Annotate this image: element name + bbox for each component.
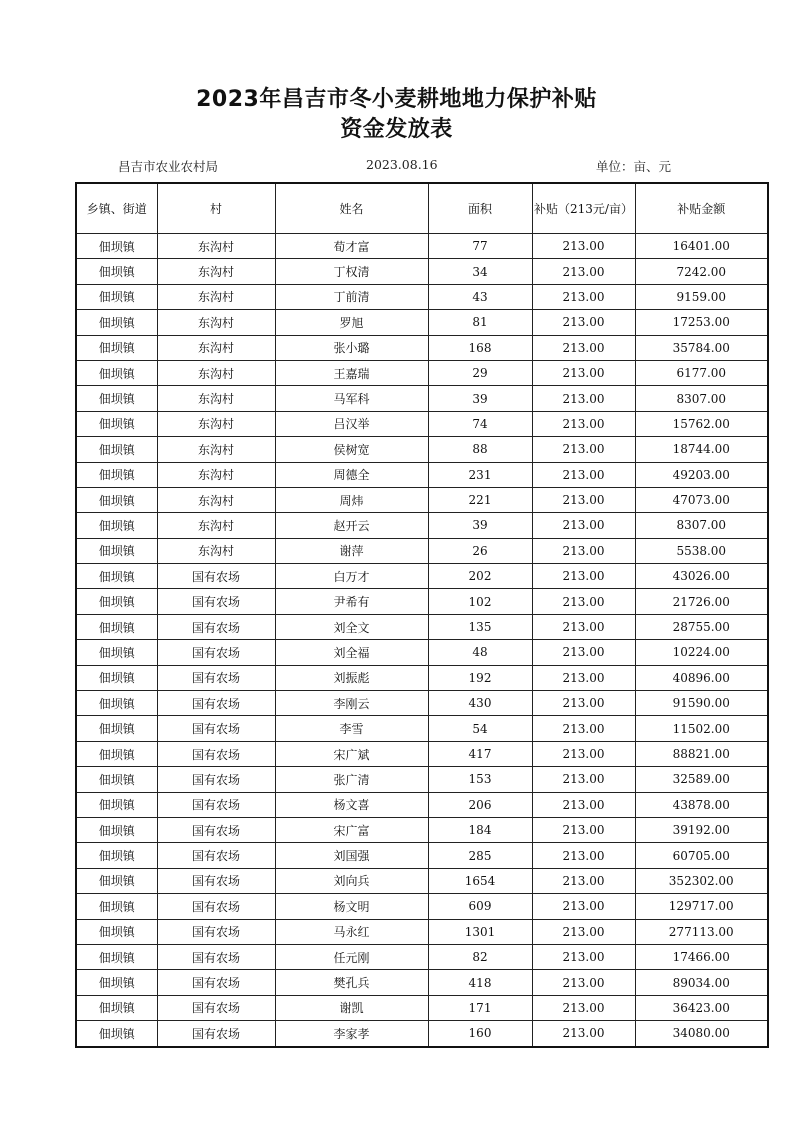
header-township: 乡镇、街道: [76, 183, 157, 234]
cell-township: 佃坝镇: [76, 335, 157, 360]
cell-subsidy-rate: 213.00: [532, 360, 635, 385]
cell-name: 马军科: [275, 386, 428, 411]
cell-subsidy-rate: 213.00: [532, 411, 635, 436]
cell-village: 国有农场: [157, 894, 275, 919]
unit-label: 单位：亩、元: [596, 159, 672, 174]
cell-name: 李刚云: [275, 691, 428, 716]
cell-village: 国有农场: [157, 944, 275, 969]
table-row: [76, 741, 768, 766]
cell-subsidy-amount: 88821.00: [635, 741, 768, 766]
cell-subsidy-amount: 277113.00: [635, 919, 768, 944]
cell-name: 李雪: [275, 716, 428, 741]
header-name: 姓名: [275, 183, 428, 234]
cell-subsidy-amount: 17466.00: [635, 944, 768, 969]
cell-area: 192: [428, 665, 532, 690]
cell-village: 国有农场: [157, 691, 275, 716]
cell-area: 285: [428, 843, 532, 868]
cell-subsidy-rate: 213.00: [532, 437, 635, 462]
cell-township: 佃坝镇: [76, 386, 157, 411]
cell-subsidy-amount: 129717.00: [635, 894, 768, 919]
cell-subsidy-rate: 213.00: [532, 1021, 635, 1047]
cell-subsidy-rate: 213.00: [532, 792, 635, 817]
table-row: [76, 437, 768, 462]
cell-village: 东沟村: [157, 360, 275, 385]
cell-township: 佃坝镇: [76, 234, 157, 259]
cell-village: 东沟村: [157, 335, 275, 360]
cell-village: 东沟村: [157, 513, 275, 538]
cell-subsidy-rate: 213.00: [532, 259, 635, 284]
cell-subsidy-amount: 8307.00: [635, 386, 768, 411]
cell-township: 佃坝镇: [76, 792, 157, 817]
cell-area: 609: [428, 894, 532, 919]
table-row: [76, 310, 768, 335]
header-area: 面积: [428, 183, 532, 234]
cell-name: 杨文喜: [275, 792, 428, 817]
cell-township: 佃坝镇: [76, 665, 157, 690]
cell-subsidy-rate: 213.00: [532, 995, 635, 1020]
cell-name: 白万才: [275, 564, 428, 589]
cell-village: 东沟村: [157, 259, 275, 284]
cell-name: 杨文明: [275, 894, 428, 919]
cell-township: 佃坝镇: [76, 894, 157, 919]
cell-area: 39: [428, 386, 532, 411]
cell-village: 东沟村: [157, 284, 275, 309]
cell-name: 刘向兵: [275, 868, 428, 893]
cell-subsidy-rate: 213.00: [532, 894, 635, 919]
cell-village: 国有农场: [157, 640, 275, 665]
cell-subsidy-amount: 49203.00: [635, 462, 768, 487]
cell-name: 丁前清: [275, 284, 428, 309]
table-row: [76, 919, 768, 944]
cell-area: 81: [428, 310, 532, 335]
cell-village: 国有农场: [157, 843, 275, 868]
table-row: [76, 716, 768, 741]
cell-subsidy-amount: 47073.00: [635, 487, 768, 512]
header-village: 村: [157, 183, 275, 234]
cell-subsidy-amount: 10224.00: [635, 640, 768, 665]
cell-subsidy-rate: 213.00: [532, 310, 635, 335]
cell-township: 佃坝镇: [76, 741, 157, 766]
cell-township: 佃坝镇: [76, 843, 157, 868]
cell-village: 国有农场: [157, 589, 275, 614]
cell-township: 佃坝镇: [76, 538, 157, 563]
cell-subsidy-rate: 213.00: [532, 843, 635, 868]
cell-name: 周炜: [275, 487, 428, 512]
cell-area: 54: [428, 716, 532, 741]
cell-area: 1654: [428, 868, 532, 893]
table-row: [76, 665, 768, 690]
cell-area: 231: [428, 462, 532, 487]
cell-subsidy-rate: 213.00: [532, 665, 635, 690]
cell-area: 160: [428, 1021, 532, 1047]
cell-township: 佃坝镇: [76, 360, 157, 385]
cell-subsidy-amount: 60705.00: [635, 843, 768, 868]
table-row: [76, 335, 768, 360]
cell-subsidy-amount: 34080.00: [635, 1021, 768, 1047]
cell-area: 39: [428, 513, 532, 538]
cell-name: 李家孝: [275, 1021, 428, 1047]
table-body: [76, 234, 768, 1047]
document-title-line1: 2023年昌吉市冬小麦耕地地力保护补贴: [196, 87, 597, 112]
cell-area: 74: [428, 411, 532, 436]
cell-area: 77: [428, 234, 532, 259]
table-row: [76, 1021, 768, 1047]
cell-village: 东沟村: [157, 538, 275, 563]
cell-area: 221: [428, 487, 532, 512]
cell-area: 48: [428, 640, 532, 665]
cell-subsidy-rate: 213.00: [532, 767, 635, 792]
cell-subsidy-rate: 213.00: [532, 868, 635, 893]
table-row: [76, 360, 768, 385]
cell-subsidy-amount: 91590.00: [635, 691, 768, 716]
cell-village: 东沟村: [157, 234, 275, 259]
table-row: [76, 640, 768, 665]
table-row: [76, 284, 768, 309]
cell-village: 国有农场: [157, 716, 275, 741]
table-row: [76, 564, 768, 589]
cell-subsidy-amount: 17253.00: [635, 310, 768, 335]
cell-area: 102: [428, 589, 532, 614]
cell-subsidy-amount: 7242.00: [635, 259, 768, 284]
cell-subsidy-amount: 39192.00: [635, 817, 768, 842]
table-row: [76, 614, 768, 639]
cell-village: 国有农场: [157, 817, 275, 842]
cell-subsidy-rate: 213.00: [532, 817, 635, 842]
table-row: [76, 487, 768, 512]
cell-area: 417: [428, 741, 532, 766]
cell-township: 佃坝镇: [76, 411, 157, 436]
cell-name: 樊孔兵: [275, 970, 428, 995]
cell-name: 宋广富: [275, 817, 428, 842]
cell-subsidy-rate: 213.00: [532, 614, 635, 639]
cell-village: 东沟村: [157, 386, 275, 411]
cell-subsidy-rate: 213.00: [532, 970, 635, 995]
cell-subsidy-rate: 213.00: [532, 716, 635, 741]
cell-township: 佃坝镇: [76, 817, 157, 842]
cell-name: 谢凯: [275, 995, 428, 1020]
table-row: [76, 868, 768, 893]
cell-township: 佃坝镇: [76, 614, 157, 639]
cell-name: 赵开云: [275, 513, 428, 538]
table-row: [76, 995, 768, 1020]
cell-subsidy-amount: 8307.00: [635, 513, 768, 538]
table-row: [76, 411, 768, 436]
cell-village: 国有农场: [157, 970, 275, 995]
cell-township: 佃坝镇: [76, 868, 157, 893]
cell-name: 尹希有: [275, 589, 428, 614]
table-row: [76, 894, 768, 919]
cell-township: 佃坝镇: [76, 589, 157, 614]
document-title-line2: 资金发放表: [340, 117, 453, 142]
cell-name: 刘振彪: [275, 665, 428, 690]
cell-area: 135: [428, 614, 532, 639]
cell-village: 东沟村: [157, 310, 275, 335]
cell-subsidy-amount: 6177.00: [635, 360, 768, 385]
cell-subsidy-amount: 43026.00: [635, 564, 768, 589]
cell-township: 佃坝镇: [76, 767, 157, 792]
cell-area: 43: [428, 284, 532, 309]
table-row: [76, 691, 768, 716]
cell-township: 佃坝镇: [76, 716, 157, 741]
cell-area: 29: [428, 360, 532, 385]
cell-township: 佃坝镇: [76, 919, 157, 944]
cell-name: 荀才富: [275, 234, 428, 259]
table-row: [76, 843, 768, 868]
cell-subsidy-rate: 213.00: [532, 513, 635, 538]
cell-village: 国有农场: [157, 868, 275, 893]
cell-village: 国有农场: [157, 767, 275, 792]
cell-subsidy-amount: 36423.00: [635, 995, 768, 1020]
cell-subsidy-rate: 213.00: [532, 538, 635, 563]
cell-subsidy-rate: 213.00: [532, 640, 635, 665]
header-subsidy-rate: 补贴（213元/亩）: [532, 183, 635, 234]
cell-subsidy-amount: 16401.00: [635, 234, 768, 259]
cell-name: 吕汉举: [275, 411, 428, 436]
cell-township: 佃坝镇: [76, 284, 157, 309]
cell-township: 佃坝镇: [76, 513, 157, 538]
cell-village: 国有农场: [157, 995, 275, 1020]
cell-township: 佃坝镇: [76, 640, 157, 665]
cell-village: 国有农场: [157, 665, 275, 690]
table-row: [76, 386, 768, 411]
cell-township: 佃坝镇: [76, 970, 157, 995]
cell-subsidy-rate: 213.00: [532, 741, 635, 766]
cell-village: 东沟村: [157, 462, 275, 487]
cell-name: 刘国强: [275, 843, 428, 868]
table-row: [76, 817, 768, 842]
cell-subsidy-rate: 213.00: [532, 487, 635, 512]
cell-name: 张广清: [275, 767, 428, 792]
cell-village: 国有农场: [157, 564, 275, 589]
table-row: [76, 538, 768, 563]
cell-subsidy-amount: 89034.00: [635, 970, 768, 995]
cell-subsidy-amount: 15762.00: [635, 411, 768, 436]
cell-name: 任元刚: [275, 944, 428, 969]
cell-area: 430: [428, 691, 532, 716]
cell-subsidy-rate: 213.00: [532, 386, 635, 411]
table-row: [76, 792, 768, 817]
cell-subsidy-amount: 5538.00: [635, 538, 768, 563]
cell-name: 张小璐: [275, 335, 428, 360]
cell-township: 佃坝镇: [76, 1021, 157, 1047]
cell-village: 国有农场: [157, 741, 275, 766]
cell-name: 刘全福: [275, 640, 428, 665]
table-row: [76, 513, 768, 538]
cell-subsidy-rate: 213.00: [532, 564, 635, 589]
cell-subsidy-amount: 352302.00: [635, 868, 768, 893]
cell-name: 王嘉瑞: [275, 360, 428, 385]
cell-township: 佃坝镇: [76, 437, 157, 462]
table-row: [76, 944, 768, 969]
cell-name: 侯树宽: [275, 437, 428, 462]
table-header-row: [76, 183, 768, 234]
issuing-organization: 昌吉市农业农村局: [118, 159, 219, 174]
cell-name: 周德全: [275, 462, 428, 487]
cell-subsidy-amount: 35784.00: [635, 335, 768, 360]
table-row: [76, 970, 768, 995]
cell-name: 谢萍: [275, 538, 428, 563]
cell-area: 153: [428, 767, 532, 792]
cell-name: 刘全文: [275, 614, 428, 639]
cell-area: 88: [428, 437, 532, 462]
header-subsidy-amount: 补贴金额: [635, 183, 768, 234]
cell-subsidy-amount: 32589.00: [635, 767, 768, 792]
cell-area: 202: [428, 564, 532, 589]
cell-area: 168: [428, 335, 532, 360]
cell-village: 国有农场: [157, 614, 275, 639]
cell-subsidy-rate: 213.00: [532, 462, 635, 487]
cell-area: 171: [428, 995, 532, 1020]
table-row: [76, 462, 768, 487]
cell-area: 1301: [428, 919, 532, 944]
cell-name: 宋广斌: [275, 741, 428, 766]
cell-township: 佃坝镇: [76, 995, 157, 1020]
cell-area: 206: [428, 792, 532, 817]
subsidy-table: [75, 182, 769, 1048]
cell-subsidy-amount: 40896.00: [635, 665, 768, 690]
cell-area: 34: [428, 259, 532, 284]
table-row: [76, 234, 768, 259]
cell-subsidy-rate: 213.00: [532, 284, 635, 309]
cell-township: 佃坝镇: [76, 310, 157, 335]
cell-township: 佃坝镇: [76, 487, 157, 512]
cell-subsidy-amount: 21726.00: [635, 589, 768, 614]
cell-subsidy-rate: 213.00: [532, 589, 635, 614]
cell-village: 国有农场: [157, 1021, 275, 1047]
cell-subsidy-rate: 213.00: [532, 944, 635, 969]
cell-subsidy-amount: 18744.00: [635, 437, 768, 462]
cell-village: 国有农场: [157, 792, 275, 817]
cell-subsidy-rate: 213.00: [532, 691, 635, 716]
cell-subsidy-rate: 213.00: [532, 234, 635, 259]
cell-area: 418: [428, 970, 532, 995]
cell-subsidy-amount: 9159.00: [635, 284, 768, 309]
cell-name: 丁权清: [275, 259, 428, 284]
cell-township: 佃坝镇: [76, 691, 157, 716]
cell-subsidy-rate: 213.00: [532, 919, 635, 944]
cell-village: 国有农场: [157, 919, 275, 944]
cell-subsidy-amount: 28755.00: [635, 614, 768, 639]
table-row: [76, 767, 768, 792]
cell-township: 佃坝镇: [76, 944, 157, 969]
cell-township: 佃坝镇: [76, 462, 157, 487]
cell-village: 东沟村: [157, 437, 275, 462]
cell-township: 佃坝镇: [76, 564, 157, 589]
cell-name: 罗旭: [275, 310, 428, 335]
cell-subsidy-rate: 213.00: [532, 335, 635, 360]
table-row: [76, 259, 768, 284]
cell-village: 东沟村: [157, 487, 275, 512]
table-row: [76, 589, 768, 614]
cell-name: 马永红: [275, 919, 428, 944]
cell-area: 184: [428, 817, 532, 842]
cell-subsidy-amount: 11502.00: [635, 716, 768, 741]
cell-village: 东沟村: [157, 411, 275, 436]
cell-area: 82: [428, 944, 532, 969]
cell-area: 26: [428, 538, 532, 563]
cell-township: 佃坝镇: [76, 259, 157, 284]
cell-subsidy-amount: 43878.00: [635, 792, 768, 817]
document-date: 2023.08.16: [366, 157, 438, 172]
